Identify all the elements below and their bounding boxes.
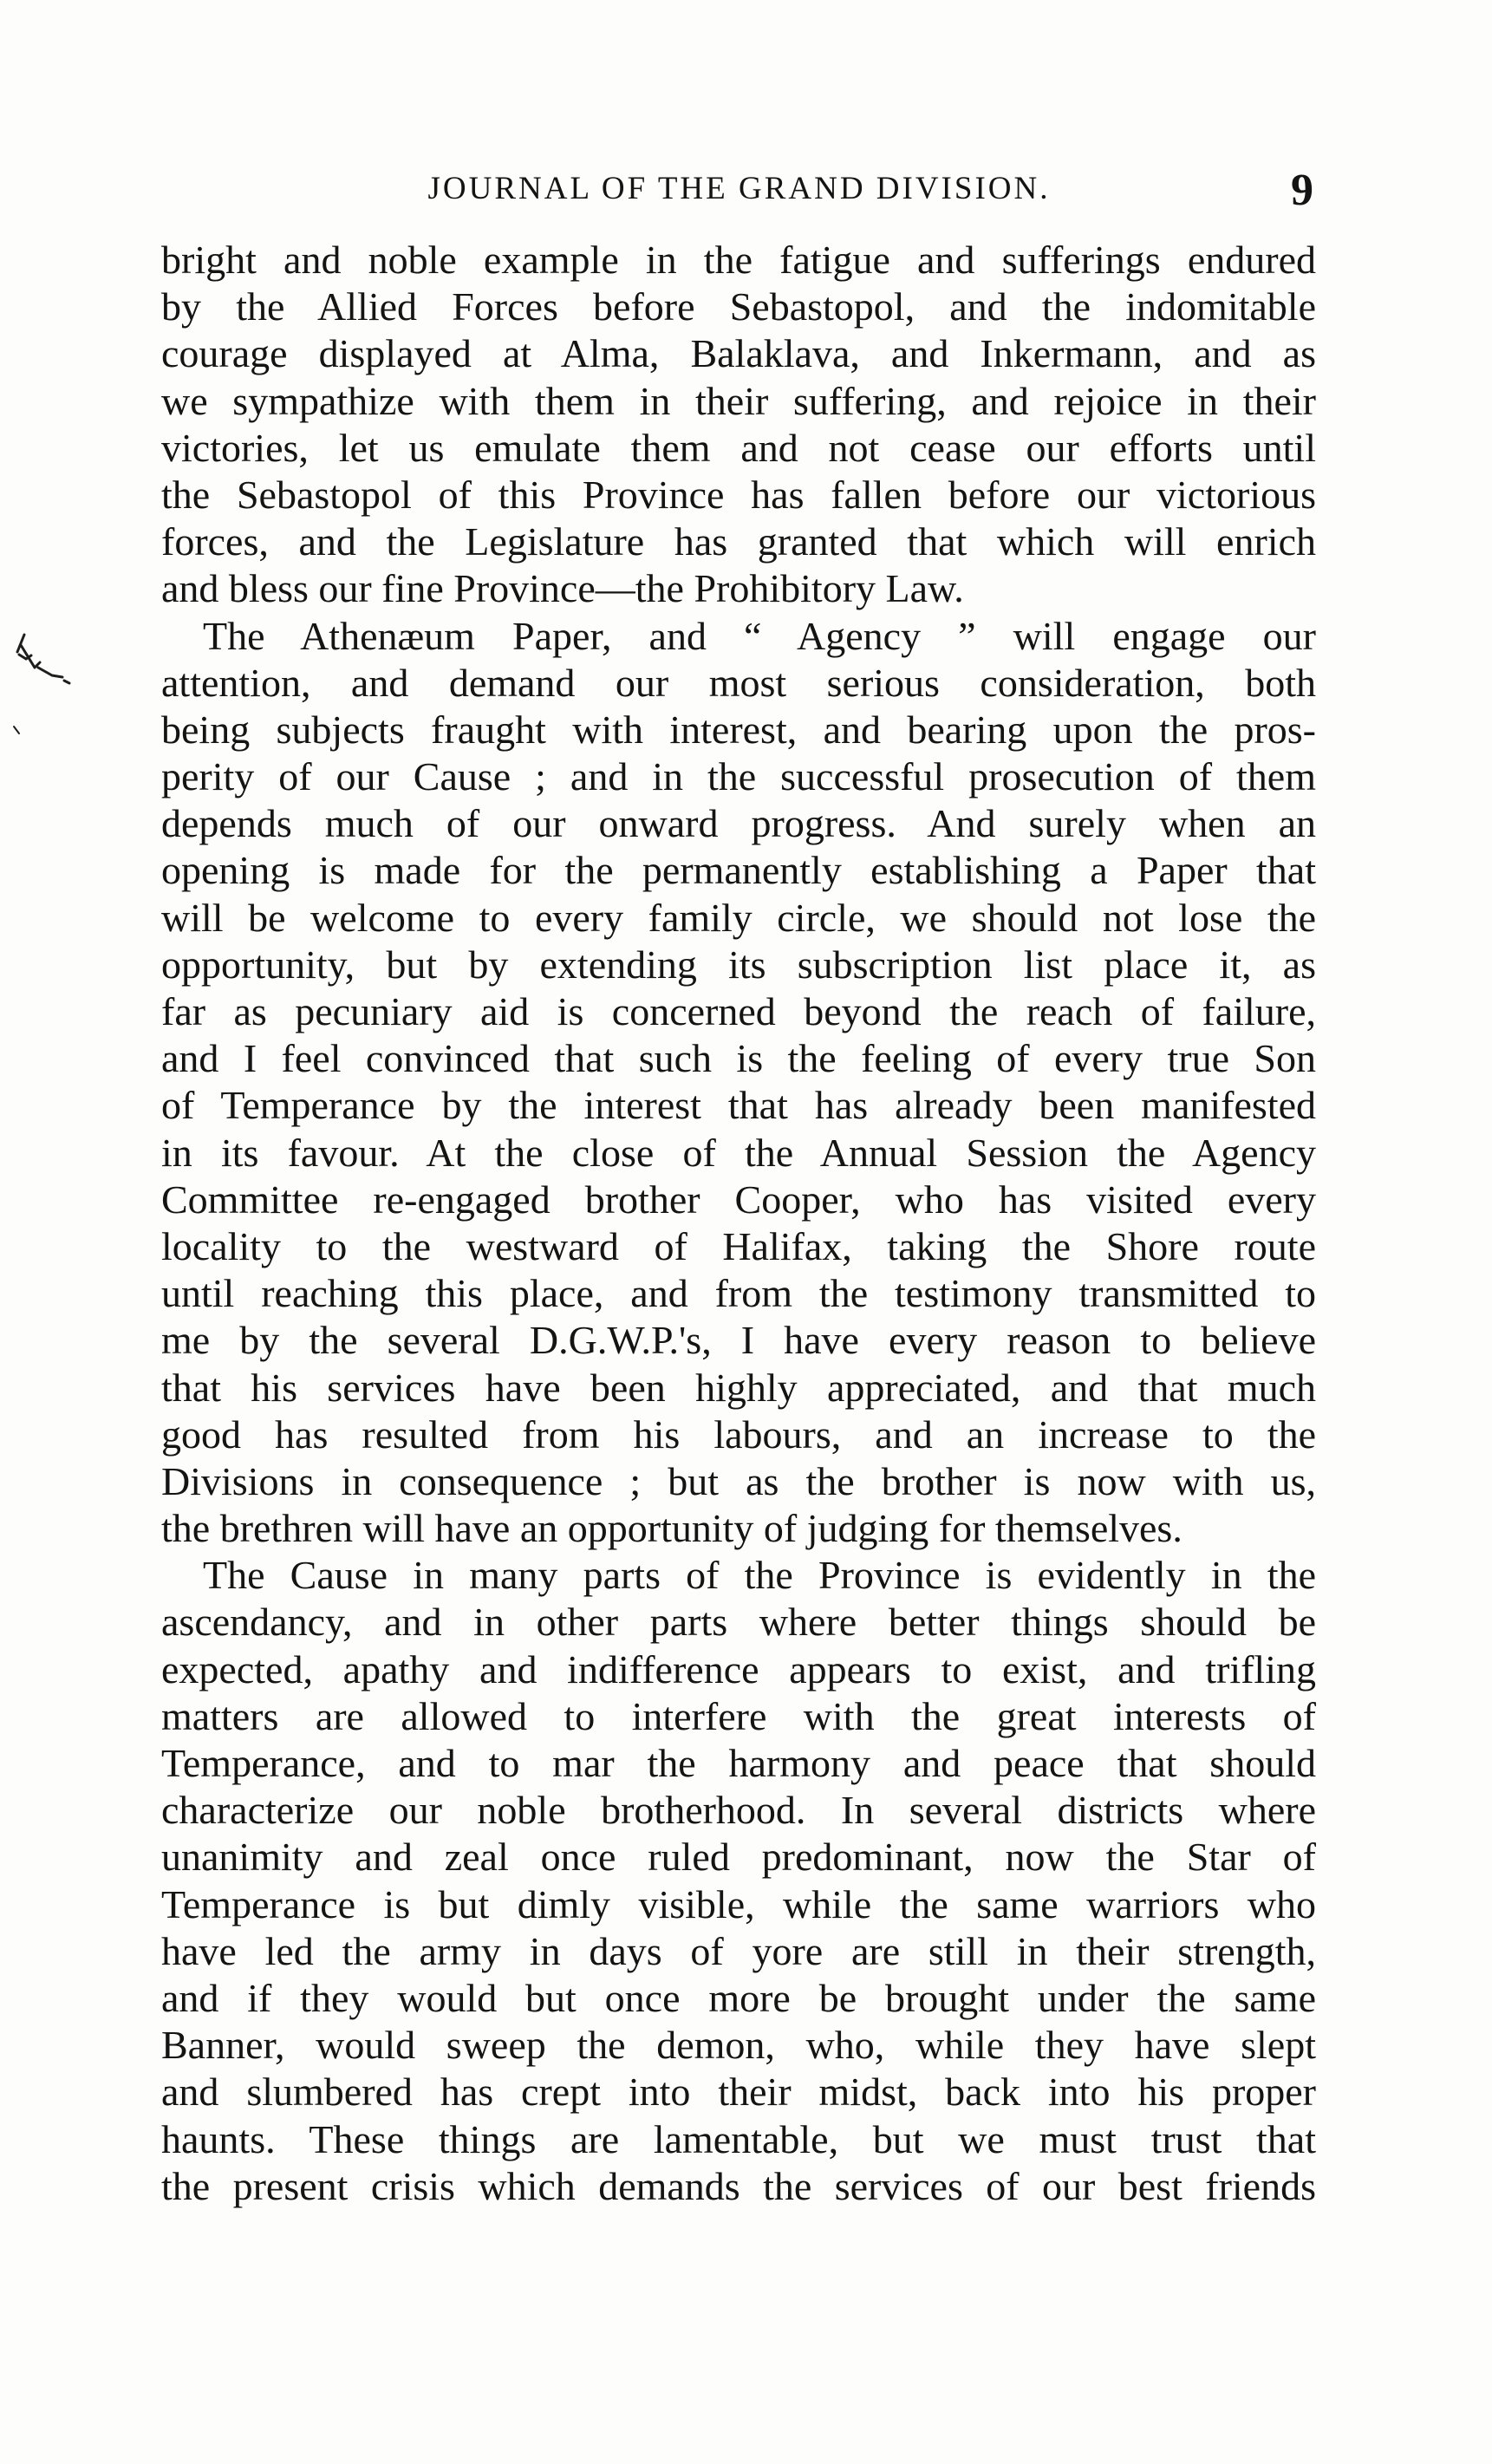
paragraph-start-line: The Athenæum Paper, and “ Agency ” will engage our bbox=[203, 613, 1316, 658]
text-line: and bless our fine Province—the Prohibitory Law. bbox=[161, 566, 964, 611]
text-line: the Sebastopol of this Province has fallen before our victorious bbox=[161, 472, 1316, 517]
text-line: of Temperance by the interest that has already been manifested bbox=[161, 1083, 1316, 1128]
text-line: Temperance, and to mar the harmony and peace that should bbox=[161, 1741, 1316, 1785]
text-line: bright and noble example in the fatigue and sufferings endured bbox=[161, 238, 1316, 282]
text-line: matters are allowed to interfere with the great interests of bbox=[161, 1693, 1316, 1738]
text-line: me by the several D.G.W.P.'s, I have every reason to believe bbox=[161, 1318, 1316, 1363]
text-line: Divisions in consequence ; but as the brother is now with us, bbox=[161, 1458, 1316, 1503]
text-line: characterize our noble brotherhood. In several districts where bbox=[161, 1788, 1316, 1833]
text-line: depends much of our onward progress. And surely when an bbox=[161, 801, 1316, 846]
text-line: unanimity and zeal once ruled predominant, now the Star of bbox=[161, 1835, 1316, 1880]
text-line: expected, apathy and indifference appears to exist, and trifling bbox=[161, 1646, 1316, 1692]
text-line: opening is made for the permanently establishing a Paper that bbox=[161, 848, 1316, 893]
text-line: locality to the westward of Halifax, taking the Shore route bbox=[161, 1223, 1316, 1268]
text-line: in its favour. At the close of the Annual Session the Agency bbox=[161, 1130, 1316, 1175]
text-line: Banner, would sweep the demon, who, while they have slept bbox=[161, 2023, 1316, 2068]
text-line: Committee re-engaged brother Cooper, who has visited every bbox=[161, 1177, 1316, 1222]
running-title: JOURNAL OF THE GRAND DIVISION. bbox=[427, 171, 1051, 206]
text-line: and I feel convinced that such is the feeling of every true Son bbox=[161, 1036, 1316, 1081]
text-line: courage displayed at Alma, Balaklava, and Inkermann, and as bbox=[161, 331, 1316, 376]
text-line: attention, and demand our most serious consideration, both bbox=[161, 660, 1316, 705]
text-line: far as pecuniary aid is concerned beyond the reach of failure, bbox=[161, 989, 1316, 1033]
text-line: will be welcome to every family circle, we should not lose the bbox=[161, 895, 1316, 940]
text-line: ascendancy, and in other parts where better things should be bbox=[161, 1600, 1316, 1645]
text-line: that his services have been highly appreciated, and that much bbox=[161, 1365, 1316, 1410]
text-line: by the Allied Forces before Sebastopol, and the indomitable bbox=[161, 284, 1316, 329]
paragraph-start-line: The Cause in many parts of the Province is evidently in the bbox=[203, 1553, 1316, 1598]
text-line: good has resulted from his labours, and an increase to the bbox=[161, 1411, 1316, 1457]
text-line: and if they would but once more be brought under the same bbox=[161, 1975, 1316, 2020]
text-line: being subjects fraught with interest, and bearing upon the pros- bbox=[161, 707, 1316, 752]
text-line: victories, let us emulate them and not cease our efforts until bbox=[161, 425, 1316, 470]
text-line: opportunity, but by extending its subscription list place it, as bbox=[161, 942, 1316, 987]
text-line: the brethren will have an opportunity of judging for themselves. bbox=[161, 1506, 1183, 1551]
running-head bbox=[165, 165, 1313, 217]
body-text bbox=[161, 237, 1316, 2210]
text-line: until reaching this place, and from the testimony transmitted to bbox=[161, 1271, 1316, 1316]
page-number: 9 bbox=[1291, 166, 1313, 215]
text-line: we sympathize with them in their suffering, and rejoice in their bbox=[161, 378, 1316, 423]
text-line: and slumbered has crept into their midst, back into his proper bbox=[161, 2070, 1316, 2115]
text-line: perity of our Cause ; and in the successful prosecution of them bbox=[161, 754, 1316, 799]
text-line: haunts. These things are lamentable, but we must trust that bbox=[161, 2116, 1316, 2161]
text-line: Temperance is but dimly visible, while the same warriors who bbox=[161, 1881, 1316, 1926]
text-line: forces, and the Legislature has granted that which will enrich bbox=[161, 519, 1316, 564]
text-line: have led the army in days of yore are still in their strength, bbox=[161, 1928, 1316, 1973]
text-line: the present crisis which demands the services of our best friends bbox=[161, 2163, 1316, 2208]
